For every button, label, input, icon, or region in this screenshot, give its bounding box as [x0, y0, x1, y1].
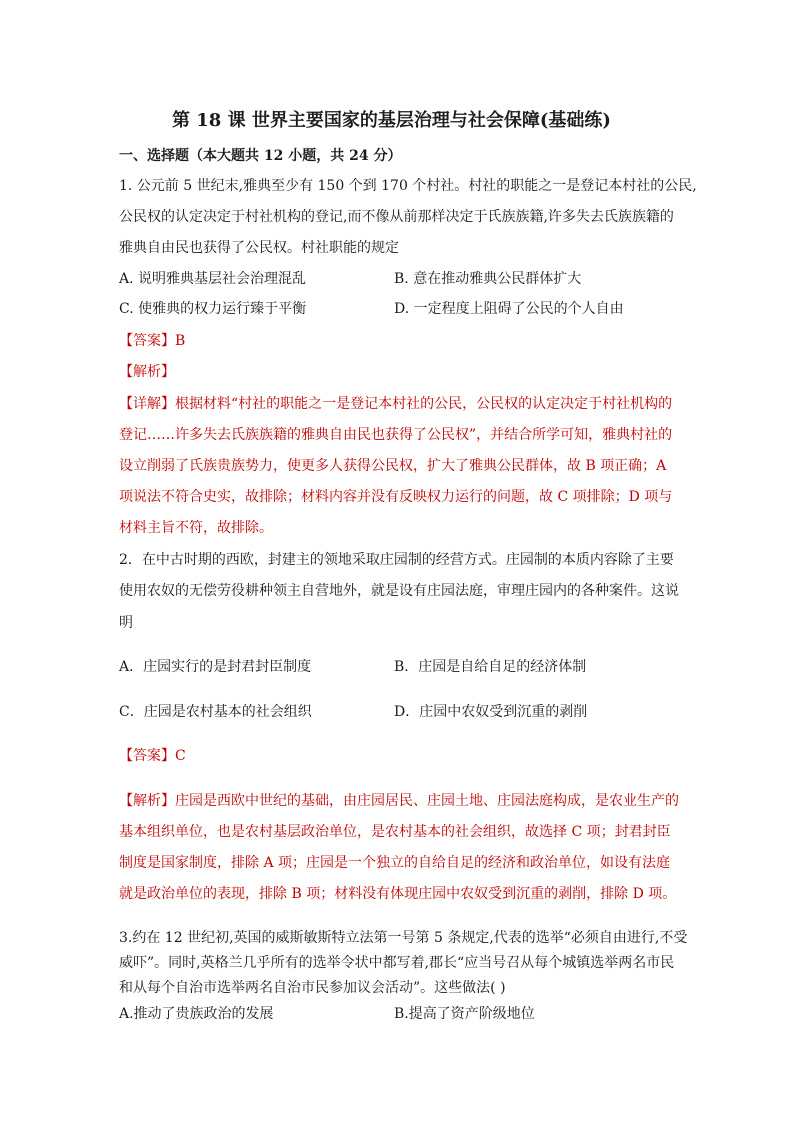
answer-value: B — [175, 333, 186, 349]
q2-option-d[interactable]: D．庄园中农奴受到沉重的剥削 — [394, 704, 588, 720]
q2-line-3: 明 — [119, 615, 133, 631]
q3-line-1: 3.约在 12 世纪初,英国的威斯敏斯特立法第一号第 5 条规定,代表的选举“必须自由进行,不受 — [119, 930, 688, 946]
page-title: 第 18 课 世界主要国家的基层治理与社会保障(基础练) — [172, 110, 611, 131]
q2-line-2: 使用农奴的无偿劳役耕种领主自营地外，就是设有庄园法庭，审理庄园内的各种案件。这说 — [119, 583, 679, 599]
section-header: 一、选择题（本大题共 12 小题，共 24 分） — [119, 148, 402, 164]
analysis-label: 【解析】 — [119, 793, 175, 809]
q1-detail-line-4: 项说法不符合史实，故排除；材料内容并没有反映权力运行的问题，故 C 项排除；D 项与 — [119, 489, 673, 505]
answer-value: C — [175, 748, 186, 764]
q2-analysis-line-3: 制度是国家制度，排除 A 项；庄园是一个独立的自给自足的经济和政治单位，如设有法庭 — [119, 855, 671, 871]
q2-option-a[interactable]: A．庄园实行的是封君封臣制度 — [119, 659, 312, 675]
q2-answer — [119, 745, 186, 765]
q1-option-b[interactable]: B. 意在推动雅典公民群体扩大 — [394, 271, 582, 287]
q1-line-3: 雅典自由民也获得了公民权。村社职能的规定 — [119, 240, 399, 256]
analysis-text: 庄园是西欧中世纪的基础，由庄园居民、庄园土地、庄园法庭构成，是农业生产的 — [175, 793, 679, 809]
q3-line-3: 和从每个自治市选举两名自治市民参加议会活动”。这些做法( ) — [119, 980, 506, 996]
detail-label: 【详解】 — [119, 396, 175, 412]
q1-line-1: 1. 公元前 5 世纪末,雅典至少有 150 个到 170 个村社。村社的职能之一是登记本村社的公民, — [119, 178, 697, 194]
q2-analysis-line-4: 就是政治单位的表现，排除 B 项；材料没有体现庄园中农奴受到沉重的剥削，排除 D 项。 — [119, 886, 677, 902]
q3-option-a[interactable]: A.推动了贵族政治的发展 — [119, 1006, 274, 1022]
q2-analysis-line-2: 基本组织单位，也是农村基层政治单位，是农村基本的社会组织，故选择 C 项；封君封臣 — [119, 824, 671, 840]
q1-detail-line-3: 设立削弱了氏族贵族势力，使更多人获得公民权，扩大了雅典公民群体，故 B 项正确；A — [119, 458, 667, 474]
detail-text: 根据材料“村社的职能之一是登记本村社的公民，公民权的认定决定于村社机构的 — [175, 396, 673, 412]
q1-detail-line-1 — [119, 393, 672, 413]
q2-line-1: 2．在中古时期的西欧，封建主的领地采取庄园制的经营方式。庄园制的本质内容除了主要 — [119, 552, 674, 568]
answer-label: 【答案】 — [119, 748, 175, 764]
q1-answer — [119, 330, 185, 350]
q1-analysis-label: 【解析】 — [119, 364, 175, 380]
q3-option-b[interactable]: B.提高了资产阶级地位 — [394, 1006, 535, 1022]
q3-line-2: 威吓”。同时,英格兰几乎所有的选举令状中都写着,郡长“应当号召从每个城镇选举两名市民 — [119, 955, 675, 971]
q1-line-2: 公民权的认定决定于村社机构的登记,而不像从前那样决定于氏族族籍,许多失去氏族族籍的 — [119, 209, 674, 225]
answer-label: 【答案】 — [119, 333, 175, 349]
q2-analysis-line-1 — [119, 790, 679, 810]
q1-option-a[interactable]: A. 说明雅典基层社会治理混乱 — [119, 271, 307, 287]
q2-option-c[interactable]: C．庄园是农村基本的社会组织 — [119, 704, 312, 720]
q1-detail-line-5: 材料主旨不符，故排除。 — [119, 520, 273, 536]
q2-option-b[interactable]: B．庄园是自给自足的经济体制 — [394, 659, 587, 675]
q1-detail-line-2: 登记……许多失去氏族族籍的雅典自由民也获得了公民权”，并结合所学可知，雅典村社的 — [119, 427, 673, 443]
q1-option-d[interactable]: D. 一定程度上阻碍了公民的个人自由 — [394, 301, 624, 317]
q1-option-c[interactable]: C. 使雅典的权力运行臻于平衡 — [119, 301, 307, 317]
